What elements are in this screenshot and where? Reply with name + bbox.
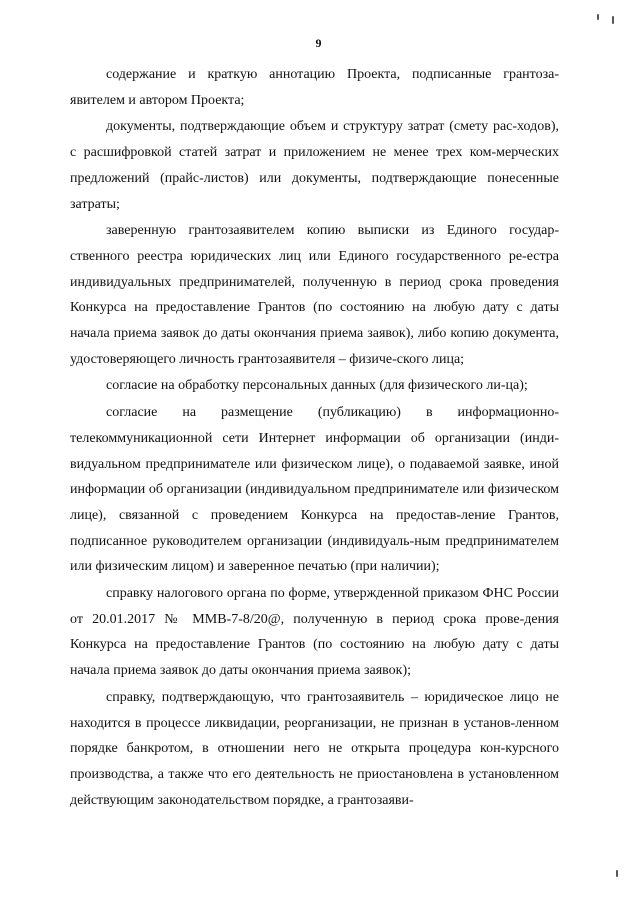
paragraph-project-summary: содержание и краткую аннотацию Проекта, подписанные грантоза-явителем и автором Проекта; [70,67,559,108]
paragraph-liquidation-certificate: справку, подтверждающую, что грантозаявитель – юридическое лицо не находится в процессе ликвидации, реорганизации, не признан в установ-ленном порядке банкротом, в отношении него не открыта процедура кон-курсного производства, а также что его деятельность не приостановлена в установленном действующим законодательством порядке, а грантозаяви- [70,689,559,808]
paragraph-personal-data-consent: согласие на обработку персональных данных (для физического ли-ца); [106,378,528,394]
paragraph-publication-consent: согласие на размещение (публикацию) в информационно-телекоммуникационной сети Интернет информации об организации (инди-видуальном предпринимателе или физическом лице), о подаваемой заявке, иной информации об организации (индивидуальном предпринимателе или физическом лице), связанной с проведением Конкурса на предостав-ление Грантов, подписанное руководителем организации (индивидуаль-ным предпринимателем или физическим лицом) и заверенное печатью (при наличии); [70,405,559,575]
page-number: 9 [315,36,322,50]
paragraph-cost-documents: документы, подтверждающие объем и структуру затрат (смету рас-ходов), с расшифровкой статей затрат и приложением не менее трех ком-мерческих предложений (прайс-листов) или документы, подтверждающие понесенные затраты; [70,119,559,212]
paragraph-tax-certificate: справку налогового органа по форме, утвержденной приказом ФНС России от 20.01.2017 № ММВ-7-8/20@, полученную в период срока прове-дения Конкурса на предоставление Грантов (по состоянию на любую дату с даты начала приема заявок до даты окончания приема заявок); [70,586,559,679]
scan-speck [597,14,599,20]
scan-speck [612,16,614,24]
paragraph-registry-extract: заверенную грантозаявителем копию выписки из Единого государ-ственного реестра юридических лиц или Единого государственного ре-естра индивидуальных предпринимателей, полученную в период срока проведения Конкурса на предоставление Грантов (по состоянию на любую дату с даты начала приема заявок до даты окончания приема заявок), либо копию документа, удостоверяющего личность грантозаявителя – физиче-ского лица; [70,223,559,367]
document-body [70,62,559,813]
scan-speck [616,870,618,877]
